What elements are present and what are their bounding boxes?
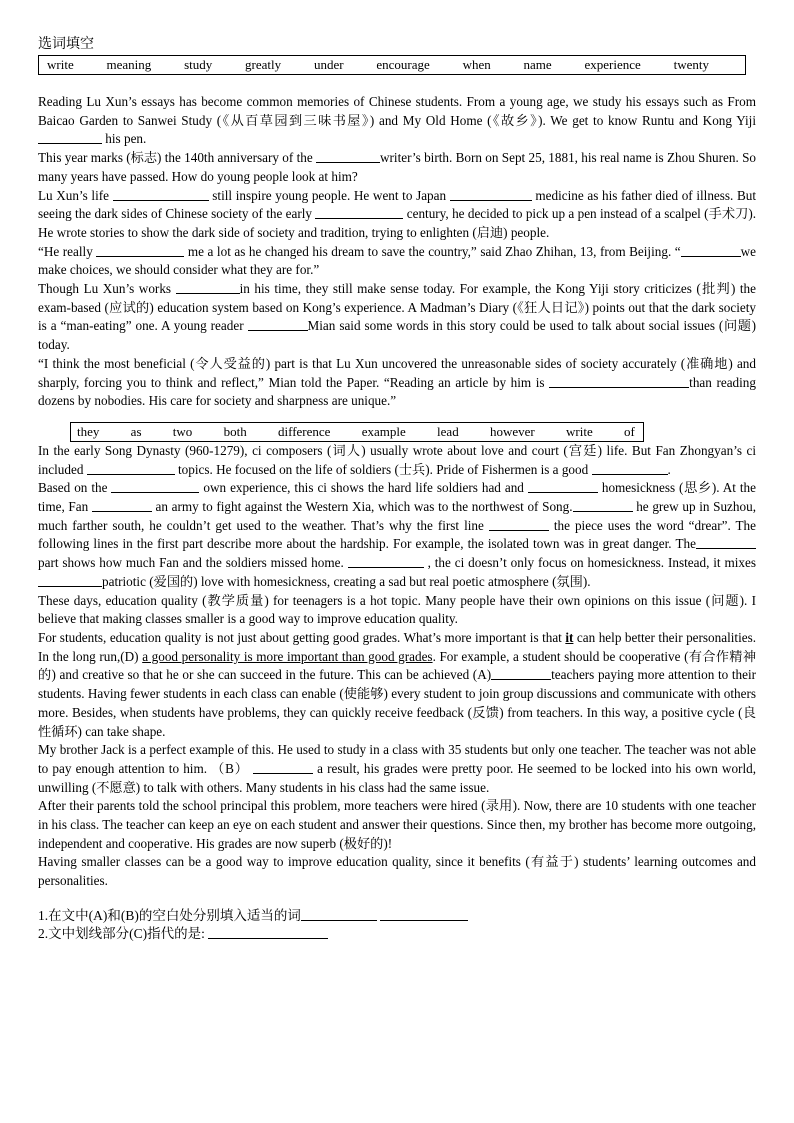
paragraph: After their parents told the school principal this problem, more teachers were hired (录用). Now, there are 10 students with one teacher in his class. The teacher can keep an eye on each student and answer their questions. Since then, my brother has become more outgoing, independent and cooperative. His grades are now superb (极好的)! bbox=[38, 798, 756, 851]
answer-blank[interactable] bbox=[248, 317, 308, 331]
word-bank-item: name bbox=[523, 57, 552, 72]
underlined-phrase: a good personality is more important than good grades bbox=[142, 648, 433, 664]
word-bank-item: lead bbox=[437, 423, 459, 439]
word-bank-item: they bbox=[77, 423, 100, 439]
question-2: 2.文中划线部分(C)指代的是: bbox=[38, 925, 756, 943]
word-bank-item: experience bbox=[584, 57, 641, 72]
word-bank-2 bbox=[70, 422, 644, 442]
passage-education-quality bbox=[38, 592, 756, 891]
answer-blank[interactable] bbox=[208, 925, 328, 939]
paragraph: “I think the most beneficial (令人受益的) part is that Lu Xun uncovered the unreasonable sides of society accurately (准确地) and sharply, forcing you to think and reflect,” Mian told the Paper. “Reading an article by him is than reading dozens by nobodies. His care for society and sharpness are unique.” bbox=[38, 355, 756, 409]
passage-lu-xun bbox=[38, 93, 756, 411]
paragraph: Reading Lu Xun’s essays has become common memories of Chinese students. From a young age, we study his essays such as From Baicao Garden to Sanwei Study (《从百草园到三味书屋》) and My Old Home (《故乡》). We get to know Runtu and Kong Yiji his pen. bbox=[38, 94, 756, 147]
section-title: 选词填空 bbox=[38, 37, 94, 52]
word-bank-item: write bbox=[47, 57, 74, 72]
answer-blank[interactable] bbox=[87, 461, 175, 475]
paragraph: In the early Song Dynasty (960-1279), ci composers (词人) usually wrote about love and court (宫廷) life. But Fan Zhongyan’s ci included topics. He focused on the life of soldiers (士兵). Pride of Fishermen is a good . bbox=[38, 442, 756, 477]
word-bank-item: two bbox=[172, 423, 193, 439]
answer-blank[interactable] bbox=[549, 374, 689, 388]
word-bank-item: greatly bbox=[245, 57, 282, 72]
word-bank-item: meaning bbox=[106, 57, 152, 72]
word-bank-item: under bbox=[313, 57, 344, 72]
word-bank-1 bbox=[38, 55, 746, 75]
paragraph: Lu Xun’s life still inspire young people. He went to Japan medicine as his father died of illness. But seeing the dark sides of Chinese society of the early century, he decided to pick up a pen instead of a scalpel (手术刀). He wrote stories to show the dark side of society and tradition, trying to enlighten (启迪) people. bbox=[38, 187, 757, 240]
document-page bbox=[38, 36, 756, 943]
paragraph: Though Lu Xun’s works in his time, they still make sense today. For example, the Kong Yiji story criticizes (批判) the exam-based (应试的) education system based on Kong’s experience. A Madman’s Diary (《狂人日记》) points out that the dark society is a “man-eating” one. A young reader Mian said some words in this story could be used to talk about social issues (问题) today. bbox=[38, 281, 757, 353]
answer-blank[interactable] bbox=[111, 479, 199, 493]
word-bank-item: twenty bbox=[673, 57, 709, 72]
paragraph: For students, education quality is not just about getting good grades. What’s more important is that it can help better their personalities. In the long run,(D) a good personality is more important than good grades. For example, a student should be cooperative (有合作精神的) and creative so that he or she can succeed in the future. This can be achieved (A) teachers paying more attention to their students. Having fewer students in each class can enable (使能够) every student to join group discussions and communicate with others more. Besides, when students have problems, they can quickly receive feedback (反馈) from teachers. In this way, a positive cycle (良性循环) can take shape. bbox=[38, 629, 757, 739]
answer-blank[interactable] bbox=[450, 187, 532, 201]
word-bank-item: both bbox=[223, 423, 247, 439]
paragraph: This year marks (标志) the 140th anniversary of the writer’s birth. Born on Sept 25, 1881, his real name is Zhou Shuren. So many years have passed. How do young people look at him? bbox=[38, 150, 756, 184]
paragraph: These days, education quality (教学质量) for teenagers is a hot topic. Many people have their own opinions on this issue (问题). I believe that making classes smaller is a good way to improve education quality. bbox=[38, 592, 756, 627]
answer-blank-a[interactable] bbox=[491, 666, 551, 680]
paragraph: Having smaller classes can be a good way to improve education quality, since it benefits (有益于) students’ learning outcomes and personalities. bbox=[38, 854, 756, 889]
answer-blank[interactable] bbox=[38, 573, 102, 587]
word-bank-item: as bbox=[130, 423, 142, 439]
answer-blank[interactable] bbox=[592, 461, 668, 475]
word-bank-item: however bbox=[489, 423, 535, 439]
question-1: 1.在文中(A)和(B)的空白处分别填入适当的词 bbox=[38, 907, 756, 925]
answer-blank[interactable] bbox=[176, 280, 240, 294]
word-bank-item: write bbox=[566, 423, 593, 439]
paragraph: Based on the own experience, this ci shows the hard life soldiers had and homesickness (思乡). At the time, Fan an army to fight against the Western Xia, which was to the northwest of Song. he grew up in Suzhou, much farther south, he couldn’t get used to the weather. That’s why the first line the piece uses the word “drear”. The following lines in the first part describe more about the hardship. For example, the isolated town was in great danger. The part shows how much Fan and the soldiers missed home. , the ci doesn’t only focus on homesickness. Instead, it mixes patriotic (爱国的) love with homesickness, creating a sad but real poetic atmosphere (氛围). bbox=[38, 480, 757, 589]
word-bank-item: encourage bbox=[376, 57, 430, 72]
answer-blank[interactable] bbox=[573, 498, 633, 512]
answer-blank-b[interactable] bbox=[253, 760, 313, 774]
word-bank-item: difference bbox=[277, 423, 331, 439]
answer-blank[interactable] bbox=[96, 243, 184, 257]
answer-blank[interactable] bbox=[348, 554, 424, 568]
answer-blank[interactable] bbox=[489, 517, 549, 531]
answer-blank[interactable] bbox=[92, 498, 152, 512]
answer-blank[interactable] bbox=[113, 187, 209, 201]
word-bank-item: example bbox=[361, 423, 406, 439]
paragraph: My brother Jack is a perfect example of this. He used to study in a class with 35 students but only one teacher. The teacher was not able to pay enough attention to him. （B） a result, his grades were pretty poor. He seemed to be locked into his own world, unwilling (不愿意) to talk with others. Many students in his class had the same issue. bbox=[38, 742, 756, 795]
answer-blank[interactable] bbox=[380, 907, 468, 921]
paragraph: “He really me a lot as he changed his dream to save the country,” said Zhao Zhihan, 13, from Beijing. “ we make choices, we should consider what they are for.” bbox=[38, 243, 757, 278]
word-bank-item: when bbox=[462, 57, 491, 72]
questions bbox=[38, 907, 756, 943]
passage-fan-zhongyan bbox=[38, 442, 756, 592]
answer-blank[interactable] bbox=[681, 243, 741, 257]
answer-blank[interactable] bbox=[528, 479, 598, 493]
word-bank-item: of bbox=[624, 423, 635, 439]
pronoun-it: it bbox=[565, 629, 574, 645]
answer-blank[interactable] bbox=[38, 130, 102, 144]
answer-blank[interactable] bbox=[316, 149, 380, 163]
answer-blank[interactable] bbox=[696, 535, 756, 549]
answer-blank[interactable] bbox=[301, 907, 377, 921]
answer-blank[interactable] bbox=[315, 205, 403, 219]
word-bank-item: study bbox=[184, 57, 213, 72]
